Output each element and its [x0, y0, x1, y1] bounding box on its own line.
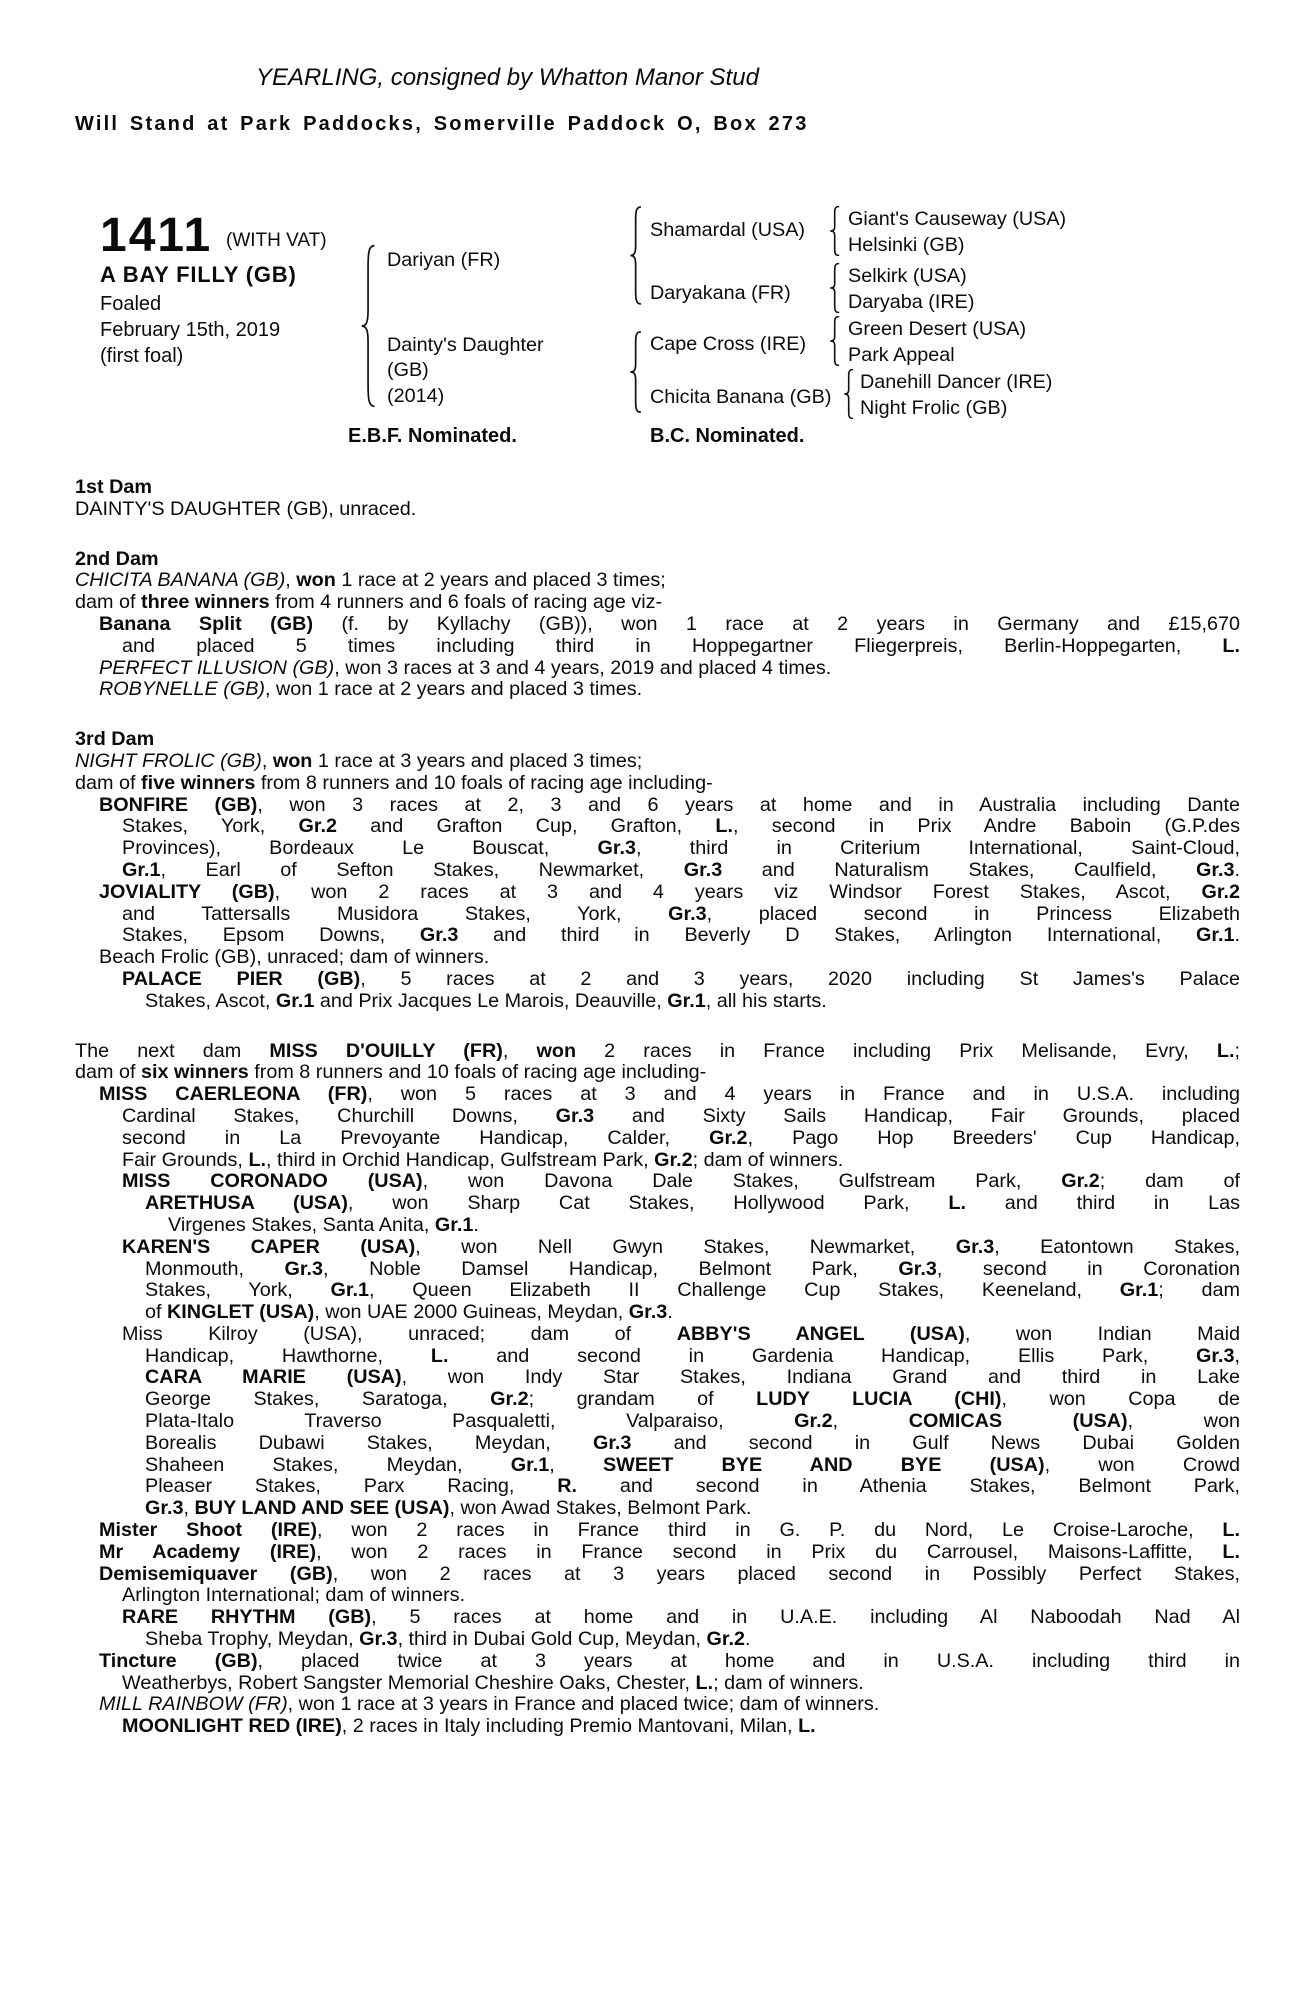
foaled-date: February 15th, 2019: [100, 319, 281, 341]
catalog-line: Provinces), Bordeaux Le Bouscat, Gr.3, third in Criterium International, Saint-Cloud,: [122, 837, 1240, 860]
catalog-line: Mr Academy (IRE), won 2 races in France second in Prix du Carrousel, Maisons-Laffitte, L.: [99, 1540, 1241, 1563]
catalog-section: [75, 729, 1240, 1012]
bc-nomination: B.C. Nominated.: [650, 425, 805, 447]
foaled-label: Foaled: [100, 293, 162, 315]
gen3-name: Danehill Dancer (IRE): [860, 371, 1053, 393]
gen3-name: Selkirk (USA): [848, 265, 967, 287]
catalog-line: Arlington International; dam of winners.: [122, 1584, 466, 1607]
catalog-line: Gr.3, BUY LAND AND SEE (USA), won Awad Stakes, Belmont Park.: [145, 1497, 752, 1520]
gen3-name: Giant's Causeway (USA): [848, 208, 1067, 230]
catalog-paragraph: [75, 751, 1240, 773]
catalog-line: and Tattersalls Musidora Stakes, York, Gr.3, placed second in Princess Elizabeth: [122, 902, 1240, 925]
pedigree-brace-icon: [829, 316, 841, 366]
catalog-paragraph: [75, 1716, 1240, 1738]
catalog-paragraph: [75, 614, 1240, 658]
catalog-line: George Stakes, Saratoga, Gr.2; grandam of LUDY LUCIA (CHI), won Copa de: [145, 1388, 1240, 1411]
dam-name-line2: (GB): [387, 359, 429, 382]
consignor-line: YEARLING, consigned by Whatton Manor Stud: [256, 64, 759, 91]
catalog-paragraph: [75, 1041, 1240, 1063]
catalog-line: Weatherbys, Robert Sangster Memorial Cheshire Oaks, Chester, L.; dam of winners.: [122, 1671, 864, 1694]
catalog-line: RARE RHYTHM (GB), 5 races at home and in U.A.E. including Al Naboodah Nad Al: [122, 1606, 1240, 1629]
catalog-paragraph: [75, 882, 1240, 947]
dam-section-heading: 2nd Dam: [75, 547, 159, 570]
catalog-line: DAINTY'S DAUGHTER (GB), unraced.: [75, 497, 417, 520]
gen3-name: Night Frolic (GB): [860, 397, 1008, 419]
catalog-paragraph: [75, 1237, 1240, 1324]
catalog-line: Sheba Trophy, Meydan, Gr.3, third in Dubai Gold Cup, Meydan, Gr.2.: [145, 1628, 751, 1651]
catalog-paragraph: [75, 947, 1240, 969]
catalog-line: dam of six winners from 8 runners and 10 foals of racing age including-: [75, 1061, 707, 1084]
catalog-line: ROBYNELLE (GB), won 1 race at 2 years and placed 3 times.: [99, 678, 643, 701]
catalog-line: Stakes, York, Gr.2 and Grafton Cup, Grafton, L., second in Prix Andre Baboin (G.P.des: [122, 815, 1240, 838]
catalog-line: Banana Split (GB) (f. by Kyllachy (GB)), won 1 race at 2 years in Germany and £15,670: [99, 612, 1240, 635]
lot-number: 1411: [100, 209, 213, 262]
catalog-paragraph: [75, 570, 1240, 592]
catalog-line: Gr.1, Earl of Sefton Stakes, Newmarket, Gr.3 and Naturalism Stakes, Caulfield, Gr.3.: [122, 858, 1241, 881]
catalog-line: MOONLIGHT RED (IRE), 2 races in Italy including Premio Mantovani, Milan, L.: [122, 1715, 816, 1738]
catalog-line: The next dam MISS D'OUILLY (FR), won 2 races in France including Prix Melisande, Evry, L.;: [75, 1039, 1240, 1062]
catalog-section: [75, 549, 1240, 702]
catalog-line: CHICITA BANANA (GB), won 1 race at 2 years and placed 3 times;: [75, 569, 666, 592]
catalog-line: KAREN'S CAPER (USA), won Nell Gwyn Stakes, Newmarket, Gr.3, Eatontown Stakes,: [122, 1235, 1240, 1258]
catalog-paragraph: [75, 658, 1240, 680]
dams-dam-name: Chicita Banana (GB): [650, 386, 832, 408]
ebf-nomination: E.B.F. Nominated.: [348, 425, 517, 447]
pedigree-brace-icon: [629, 206, 643, 305]
catalog-line: Plata-Italo Traverso Pasqualetti, Valparaiso, Gr.2, COMICAS (USA), won: [145, 1410, 1240, 1433]
catalog-paragraph: [75, 1062, 1240, 1084]
catalog-line: Beach Frolic (GB), unraced; dam of winners.: [99, 946, 490, 969]
catalog-paragraph: [75, 592, 1240, 614]
gen3-name: Helsinki (GB): [848, 234, 965, 256]
catalog-paragraph: [75, 1607, 1240, 1651]
catalog-line: Stakes, Epsom Downs, Gr.3 and third in Beverly D Stakes, Arlington International, Gr.1.: [122, 924, 1240, 947]
catalog-line: PERFECT ILLUSION (GB), won 3 races at 3 and 4 years, 2019 and placed 4 times.: [99, 656, 832, 679]
foal-note: (first foal): [100, 345, 184, 367]
catalog-line: ARETHUSA (USA), won Sharp Cat Stakes, Hollywood Park, L. and third in Las: [145, 1192, 1240, 1215]
catalog-line: Miss Kilroy (USA), unraced; dam of ABBY'S ANGEL (USA), won Indian Maid: [122, 1322, 1240, 1345]
pedigree-brace-icon: [843, 369, 855, 419]
catalog-line: Handicap, Hawthorne, L. and second in Gardenia Handicap, Ellis Park, Gr.3,: [145, 1344, 1240, 1367]
catalog-paragraph: [75, 773, 1240, 795]
catalog-line: BONFIRE (GB), won 3 races at 2, 3 and 6 years at home and in Australia including Dante: [99, 793, 1240, 816]
catalog-paragraph: [75, 1324, 1240, 1520]
catalog-paragraph: [75, 795, 1240, 882]
dam-name: [387, 333, 544, 409]
catalog-line: Tincture (GB), placed twice at 3 years at home and in U.S.A. including third in: [99, 1649, 1240, 1672]
catalog-line: Mister Shoot (IRE), won 2 races in France third in G. P. du Nord, Le Croise-Laroche, L.: [99, 1519, 1240, 1542]
pedigree-brace-icon: [829, 206, 841, 256]
catalog-line: MISS CAERLEONA (FR), won 5 races at 3 and 4 years in France and in U.S.A. including: [99, 1083, 1240, 1106]
catalog-paragraph: [75, 499, 1240, 521]
pedigree-brace-icon: [629, 331, 643, 413]
catalog-line: MISS CORONADO (USA), won Davona Dale Stakes, Gulfstream Park, Gr.2; dam of: [122, 1170, 1240, 1193]
dam-section-heading: 1st Dam: [75, 476, 152, 498]
catalog-paragraph: [75, 969, 1240, 1013]
catalog-paragraph: [75, 1564, 1240, 1608]
catalog-line: Shaheen Stakes, Meydan, Gr.1, SWEET BYE AND BYE (USA), won Crowd: [145, 1453, 1241, 1476]
catalog-line: Monmouth, Gr.3, Noble Damsel Handicap, Belmont Park, Gr.3, second in Coronation: [145, 1257, 1240, 1280]
catalog-line: Virgenes Stakes, Santa Anita, Gr.1.: [168, 1213, 479, 1236]
sire-name: Dariyan (FR): [387, 249, 501, 271]
gen3-name: Daryaba (IRE): [848, 291, 975, 313]
gen3-name: Green Desert (USA): [848, 318, 1027, 340]
catalog-paragraph: [75, 1520, 1240, 1542]
catalog-line: Cardinal Stakes, Churchill Downs, Gr.3 and Sixty Sails Handicap, Fair Grounds, placed: [122, 1104, 1240, 1127]
dam-name-line1: Dainty's Daughter: [387, 334, 544, 356]
catalog-paragraph: [75, 1542, 1240, 1564]
catalog-line: NIGHT FROLIC (GB), won 1 race at 3 years and placed 3 times;: [75, 749, 643, 772]
catalog-line: Fair Grounds, L., third in Orchid Handicap, Gulfstream Park, Gr.2; dam of winners.: [122, 1148, 844, 1171]
vat-note: (WITH VAT): [226, 230, 327, 251]
dam-section-heading: 3rd Dam: [75, 728, 155, 751]
sires-dam-name: Daryakana (FR): [650, 282, 791, 304]
catalog-line: MILL RAINBOW (FR), won 1 race at 3 years in France and placed twice; dam of winners.: [99, 1693, 880, 1716]
catalog-line: Pleaser Stakes, Parx Racing, R. and second in Athenia Stakes, Belmont Park,: [145, 1475, 1240, 1498]
catalog-paragraph: [75, 1171, 1240, 1193]
stand-location-line: Will Stand at Park Paddocks, Somerville Paddock O, Box 273: [75, 113, 809, 135]
catalog-paragraph: [75, 1193, 1240, 1237]
catalog-line: CARA MARIE (USA), won Indy Star Stakes, Indiana Grand and third in Lake: [145, 1366, 1240, 1389]
pedigree-details: [75, 477, 1240, 1738]
catalog-paragraph: [75, 1651, 1240, 1695]
catalog-line: of KINGLET (USA), won UAE 2000 Guineas, Meydan, Gr.3.: [145, 1301, 673, 1324]
gen3-name: Park Appeal: [848, 344, 955, 366]
catalog-line: Borealis Dubawi Stakes, Meydan, Gr.3 and second in Gulf News Dubai Golden: [145, 1431, 1240, 1454]
catalog-paragraph: [75, 679, 1240, 701]
pedigree-brace-icon: [829, 263, 841, 313]
catalog-line: second in La Prevoyante Handicap, Calder, Gr.2, Pago Hop Breeders' Cup Handicap,: [122, 1126, 1240, 1149]
catalog-paragraph: [75, 1084, 1240, 1171]
catalog-paragraph: [75, 1694, 1240, 1716]
dam-name-line3: (2014): [387, 384, 445, 407]
catalog-line: Stakes, Ascot, Gr.1 and Prix Jacques Le Marois, Deauville, Gr.1, all his starts.: [145, 989, 827, 1012]
dams-sire-name: Cape Cross (IRE): [650, 333, 807, 355]
horse-description: A BAY FILLY (GB): [100, 262, 297, 287]
pedigree-brace-icon: [360, 244, 377, 408]
catalog-line: and placed 5 times including third in Hoppegartner Fliegerpreis, Berlin-Hoppegarten, L.: [122, 634, 1240, 657]
catalog-section: [75, 1041, 1240, 1739]
catalog-line: Demisemiquaver (GB), won 2 races at 3 years placed second in Possibly Perfect Stakes,: [99, 1562, 1240, 1585]
catalog-line: dam of five winners from 8 runners and 10 foals of racing age including-: [75, 771, 713, 794]
catalog-line: PALACE PIER (GB), 5 races at 2 and 3 years, 2020 including St James's Palace: [122, 967, 1240, 990]
catalog-line: Stakes, York, Gr.1, Queen Elizabeth II Challenge Cup Stakes, Keeneland, Gr.1; dam: [145, 1279, 1240, 1302]
sires-sire-name: Shamardal (USA): [650, 219, 806, 241]
catalog-section: [75, 477, 1240, 521]
catalog-line: dam of three winners from 4 runners and 6 foals of racing age viz-: [75, 591, 663, 614]
catalog-line: JOVIALITY (GB), won 2 races at 3 and 4 years viz Windsor Forest Stakes, Ascot, Gr.2: [99, 880, 1240, 903]
